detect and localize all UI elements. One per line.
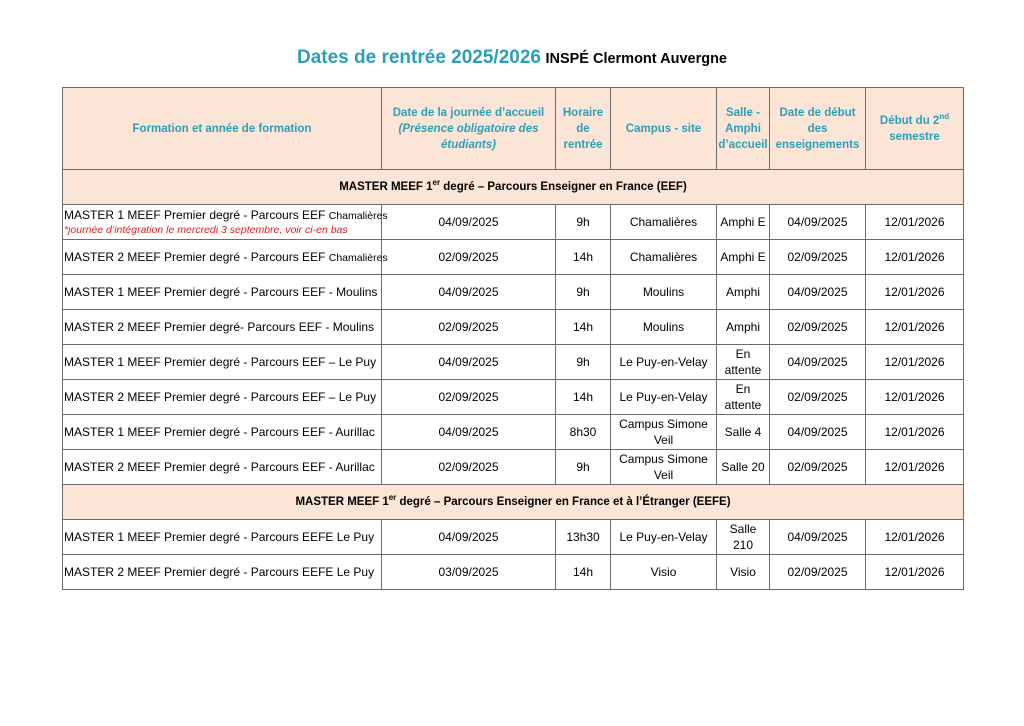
cell-horaire: 14h xyxy=(556,240,611,275)
cell-salle: Salle 20 xyxy=(717,450,770,485)
page-title xyxy=(0,47,1024,69)
section-title-sup: er xyxy=(388,493,397,503)
table-row xyxy=(63,240,964,275)
cell-campus: Le Puy-en-Velay xyxy=(611,345,717,380)
cell-formation xyxy=(63,415,382,450)
header-salle: Salle - Amphi d’accueil xyxy=(717,88,770,170)
table-row xyxy=(63,415,964,450)
header-semestre-post: semestre xyxy=(889,130,940,143)
cell-formation xyxy=(63,240,388,275)
cell-horaire: 9h xyxy=(556,345,611,380)
cell-semestre: 12/01/2026 xyxy=(866,415,964,450)
cell-campus: Chamalières xyxy=(611,205,717,240)
cell-formation xyxy=(63,310,382,345)
header-semestre-sup: nd xyxy=(939,111,950,121)
cell-campus: Campus Simone Veil xyxy=(611,450,717,485)
formation-label: MASTER 2 MEEF Premier degré - Parcours EEF – Le Puy xyxy=(64,390,377,404)
cell-formation xyxy=(63,275,382,310)
formation-label: MASTER 2 MEEF Premier degré- Parcours EEF - Moulins xyxy=(64,320,375,334)
cell-debut: 04/09/2025 xyxy=(770,520,866,555)
formation-label: MASTER 2 MEEF Premier degré - Parcours EEF - Aurillac xyxy=(64,460,375,474)
formation-label: MASTER 2 MEEF Premier degré - Parcours EEFE Le Puy xyxy=(64,565,375,579)
header-accueil-line2: (Présence obligatoire des étudiants) xyxy=(398,122,539,151)
table-row xyxy=(63,275,964,310)
formation-label: MASTER 1 MEEF Premier degré - Parcours EEF - Moulins xyxy=(64,285,378,299)
formation-label: MASTER 1 MEEF Premier degré - Parcours EEF - Aurillac xyxy=(64,425,375,439)
cell-formation xyxy=(63,380,382,415)
formation-site-small: Chamalières xyxy=(328,210,388,222)
cell-accueil: 04/09/2025 xyxy=(382,275,556,310)
cell-salle: Amphi xyxy=(717,310,770,345)
cell-debut: 02/09/2025 xyxy=(770,380,866,415)
header-semestre-pre: Début du 2 xyxy=(879,114,940,127)
cell-horaire: 9h xyxy=(556,205,611,240)
cell-horaire: 9h xyxy=(556,450,611,485)
formation-label: MASTER 1 MEEF Premier degré - Parcours EEFE Le Puy xyxy=(64,530,375,544)
cell-accueil: 03/09/2025 xyxy=(382,555,556,590)
cell-accueil: 04/09/2025 xyxy=(382,415,556,450)
table-row xyxy=(63,345,964,380)
cell-accueil: 04/09/2025 xyxy=(382,345,556,380)
cell-debut: 04/09/2025 xyxy=(770,345,866,380)
cell-campus: Moulins xyxy=(611,310,717,345)
cell-accueil: 04/09/2025 xyxy=(382,520,556,555)
cell-formation xyxy=(63,345,382,380)
cell-campus: Le Puy-en-Velay xyxy=(611,520,717,555)
formation-label: MASTER 1 MEEF Premier degré - Parcours EEF xyxy=(64,208,329,222)
header-formation: Formation et année de formation xyxy=(63,88,382,170)
cell-semestre: 12/01/2026 xyxy=(866,380,964,415)
cell-horaire: 13h30 xyxy=(556,520,611,555)
cell-semestre: 12/01/2026 xyxy=(866,275,964,310)
cell-salle: Visio xyxy=(717,555,770,590)
section-title xyxy=(63,170,964,205)
section-header-row xyxy=(63,170,964,205)
cell-horaire: 14h xyxy=(556,310,611,345)
section-title-pre: MASTER MEEF 1 xyxy=(339,181,433,193)
cell-campus: Chamalières xyxy=(611,240,717,275)
formation-label: MASTER 1 MEEF Premier degré - Parcours EEF – Le Puy xyxy=(64,355,377,369)
cell-semestre: 12/01/2026 xyxy=(866,240,964,275)
cell-salle: Amphi E xyxy=(717,240,770,275)
cell-salle: Amphi xyxy=(717,275,770,310)
section-header-row xyxy=(63,485,964,520)
cell-salle: En attente xyxy=(717,345,770,380)
cell-debut: 04/09/2025 xyxy=(770,415,866,450)
table-body xyxy=(63,170,964,590)
cell-semestre: 12/01/2026 xyxy=(866,520,964,555)
cell-semestre: 12/01/2026 xyxy=(866,345,964,380)
cell-debut: 02/09/2025 xyxy=(770,450,866,485)
section-title-sup: er xyxy=(432,178,441,188)
cell-debut: 04/09/2025 xyxy=(770,205,866,240)
cell-debut: 02/09/2025 xyxy=(770,240,866,275)
cell-horaire: 14h xyxy=(556,555,611,590)
header-accueil xyxy=(382,88,556,170)
cell-formation xyxy=(63,520,382,555)
header-horaire: Horaire de rentrée xyxy=(556,88,611,170)
formation-label: MASTER 2 MEEF Premier degré - Parcours EEF xyxy=(64,249,329,264)
cell-accueil: 04/09/2025 xyxy=(382,205,556,240)
cell-accueil: 02/09/2025 xyxy=(382,240,556,275)
cell-accueil: 02/09/2025 xyxy=(382,380,556,415)
cell-campus: Le Puy-en-Velay xyxy=(611,380,717,415)
cell-formation xyxy=(63,450,382,485)
cell-campus: Campus Simone Veil xyxy=(611,415,717,450)
cell-debut: 04/09/2025 xyxy=(770,275,866,310)
table-row xyxy=(63,310,964,345)
cell-accueil: 02/09/2025 xyxy=(382,310,556,345)
cell-salle: Salle 4 xyxy=(717,415,770,450)
section-title-post: degré – Parcours Enseigner en France et à l’Étranger (EEFE) xyxy=(396,496,731,508)
cell-campus: Moulins xyxy=(611,275,717,310)
cell-campus: Visio xyxy=(611,555,717,590)
section-title-post: degré – Parcours Enseigner en France (EEF) xyxy=(440,181,687,193)
header-campus: Campus - site xyxy=(611,88,717,170)
cell-semestre: 12/01/2026 xyxy=(866,205,964,240)
section-title-pre: MASTER MEEF 1 xyxy=(295,496,389,508)
table-row xyxy=(63,380,964,415)
cell-semestre: 12/01/2026 xyxy=(866,555,964,590)
cell-salle: En attente xyxy=(717,380,770,415)
title-sub: INSPÉ Clermont Auvergne xyxy=(545,51,727,67)
table-row xyxy=(63,450,964,485)
cell-horaire: 8h30 xyxy=(556,415,611,450)
cell-salle: Amphi E xyxy=(717,205,770,240)
formation-site-small: Chamalières xyxy=(328,251,388,264)
cell-horaire: 14h xyxy=(556,380,611,415)
cell-horaire: 9h xyxy=(556,275,611,310)
title-main: Dates de rentrée 2025/2026 xyxy=(296,47,541,68)
formation-note: *journée d’intégration le mercredi 3 septembre, voir ci-en bas xyxy=(64,224,348,236)
cell-debut: 02/09/2025 xyxy=(770,310,866,345)
cell-salle: Salle 210 xyxy=(717,520,770,555)
header-row xyxy=(63,88,964,170)
cell-formation xyxy=(63,205,388,240)
table-row xyxy=(63,555,964,590)
schedule-table xyxy=(62,87,964,590)
cell-formation xyxy=(63,555,382,590)
header-accueil-line1: Date de la journée d’accueil xyxy=(392,106,545,119)
header-semestre xyxy=(866,88,964,170)
cell-debut: 02/09/2025 xyxy=(770,555,866,590)
table-row xyxy=(63,520,964,555)
section-title xyxy=(63,485,964,520)
header-debut: Date de début des enseignements xyxy=(770,88,866,170)
cell-semestre: 12/01/2026 xyxy=(866,450,964,485)
cell-accueil: 02/09/2025 xyxy=(382,450,556,485)
table-row xyxy=(63,205,964,240)
cell-semestre: 12/01/2026 xyxy=(866,310,964,345)
